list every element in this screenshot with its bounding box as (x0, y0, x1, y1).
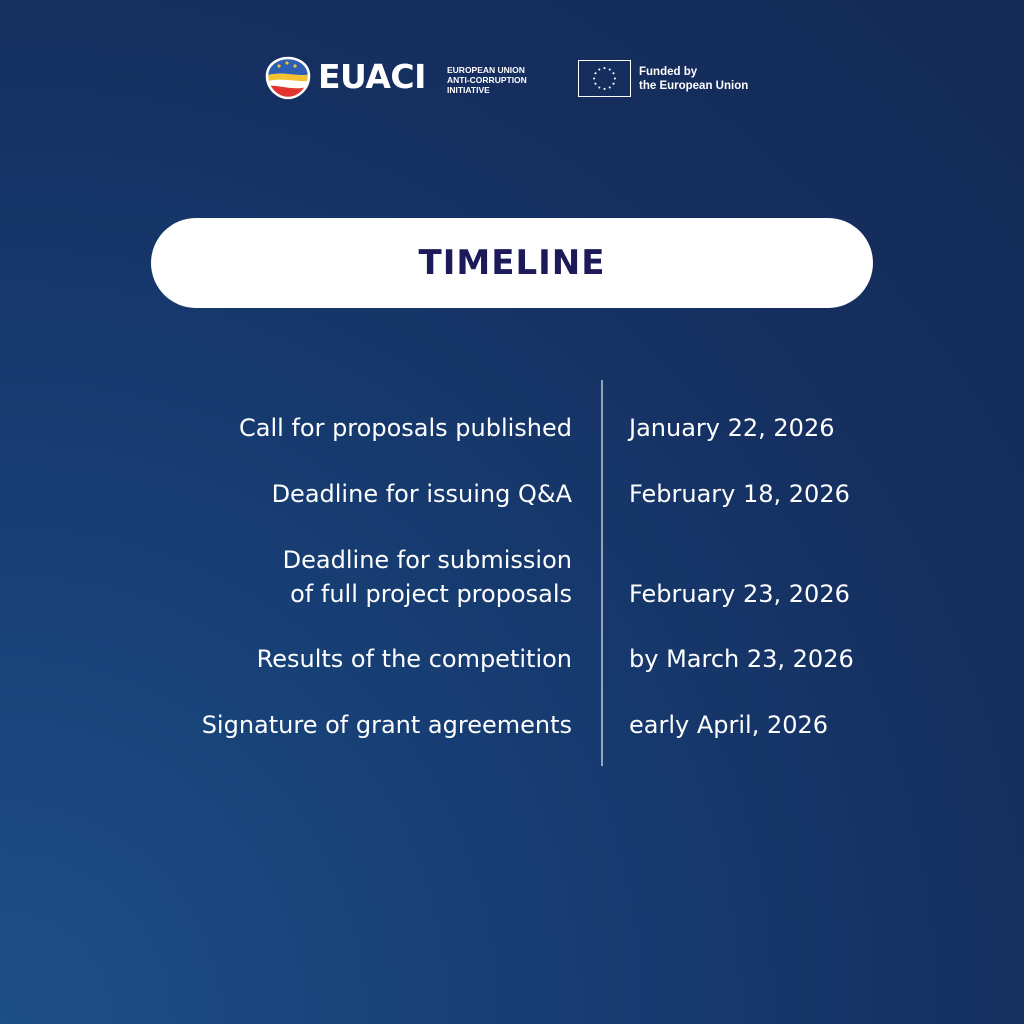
timeline-label (239, 411, 572, 445)
timeline-label-line: of full project proposals (290, 580, 572, 608)
timeline-label-line: Deadline for submission (282, 546, 572, 574)
timeline-label-line: Call for proposals published (239, 414, 572, 442)
eu-star (594, 72, 596, 74)
eu-star (603, 67, 605, 69)
eu-star (609, 86, 611, 88)
timeline-date: early April, 2026 (629, 711, 829, 739)
euaci-subtitle (447, 65, 557, 95)
timeline-label (272, 477, 572, 511)
timeline-label-line: Deadline for issuing Q&A (271, 480, 572, 508)
funded-line: Funded by (639, 66, 698, 78)
eu-star (603, 88, 605, 90)
eu-star (614, 77, 616, 79)
timeline-label (257, 642, 572, 676)
eu-star (594, 83, 596, 85)
eu-star (609, 68, 611, 70)
euaci-subtitle-line: ANTI-CORRUPTION (447, 75, 527, 85)
euaci-logo-icon (265, 56, 311, 100)
funded-by-eu-text (639, 65, 748, 93)
timeline-label (202, 708, 572, 742)
euaci-subtitle-line: EUROPEAN UNION (447, 65, 525, 75)
timeline-date: January 22, 2026 (629, 414, 835, 442)
eu-star (598, 68, 600, 70)
eu-star (598, 86, 600, 88)
page-title: TIMELINE (418, 243, 606, 283)
timeline-label-line: Results of the competition (256, 645, 572, 673)
eu-star (593, 77, 595, 79)
euaci-subtitle-line: INITIATIVE (447, 85, 490, 95)
timeline-label-line: Signature of grant agreements (201, 711, 572, 739)
timeline-date: February 23, 2026 (629, 580, 850, 608)
euaci-wordmark: EUACI (318, 57, 426, 96)
logo-bar (0, 56, 1024, 100)
timeline-divider (601, 380, 603, 766)
timeline-date: February 18, 2026 (629, 480, 850, 508)
funded-line: the European Union (639, 80, 749, 92)
eu-flag-icon (578, 60, 631, 97)
timeline-date: by March 23, 2026 (629, 645, 854, 673)
title-pill (151, 218, 873, 308)
timeline-label (283, 543, 572, 611)
eu-star (612, 83, 614, 85)
eu-star (612, 72, 614, 74)
